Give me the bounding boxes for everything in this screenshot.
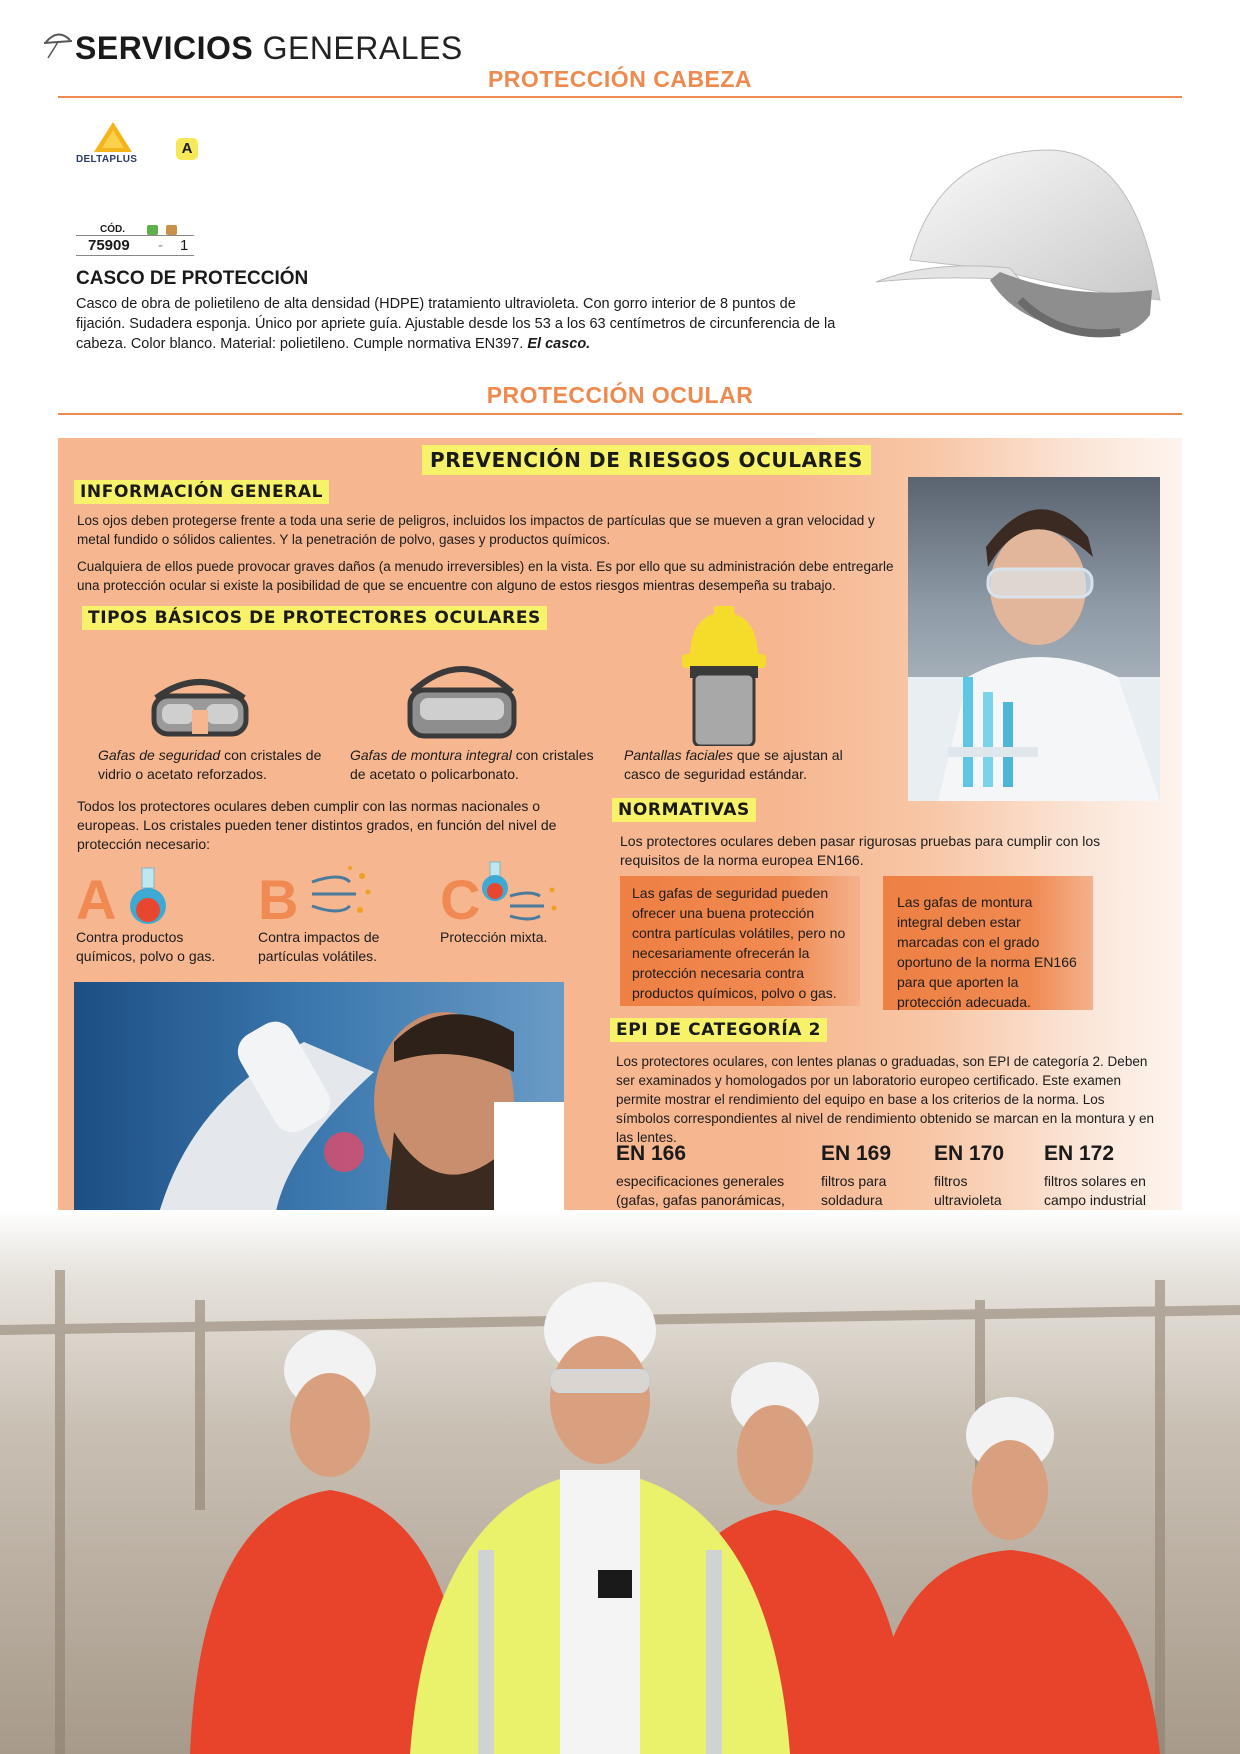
brand-title bbox=[75, 30, 463, 67]
type-3-name: Pantallas faciales bbox=[624, 747, 733, 763]
code-dash: - bbox=[158, 237, 163, 254]
brand-bold: SERVICIOS bbox=[75, 30, 254, 66]
ocular-section-title: PROTECCIÓN OCULAR bbox=[486, 382, 754, 408]
epi-text: Los protectores oculares, con lentes planas o graduadas, son EPI de categoría 2. Deben ser examinados y homologados por un laboratorio europeo certificado. Este examen permite mostrar el rendimiento del equipo en base a los criterios de la norma. Los símbolos correspondientes al nivel de rendimiento obtenido se marcan en la montura y en las lentes. bbox=[616, 1054, 1155, 1145]
standard-en170 bbox=[934, 1142, 1034, 1210]
head-section-rule bbox=[58, 96, 1182, 98]
worker-4 bbox=[870, 1397, 1160, 1754]
workers-photo bbox=[0, 1210, 1240, 1754]
standard-en170-text: filtros ultravioleta bbox=[934, 1173, 1002, 1208]
particles-wind-icon bbox=[310, 862, 374, 922]
prevention-banner: PREVENCIÓN DE RIESGOS OCULARES bbox=[422, 445, 871, 475]
worker-2 bbox=[410, 1282, 790, 1754]
ocular-section-rule bbox=[58, 413, 1182, 415]
grade-text-b: Contra impactos de partículas volátiles. bbox=[258, 929, 380, 964]
grade-text-c: Protección mixta. bbox=[440, 929, 548, 945]
type-1-name: Gafas de seguridad bbox=[98, 747, 221, 763]
brand-light: GENERALES bbox=[262, 30, 463, 66]
mixed-protection-icon bbox=[480, 860, 560, 924]
code-header: CÓD. bbox=[100, 224, 125, 235]
grade-letter-c: C bbox=[440, 868, 481, 931]
grade-letter-b: B bbox=[258, 868, 299, 931]
product-description-end: El casco. bbox=[527, 336, 591, 352]
chemical-flask-icon bbox=[126, 864, 170, 928]
helmet-logo-icon bbox=[42, 28, 74, 62]
normativas-heading: NORMATIVAS bbox=[612, 798, 756, 822]
full-frame-goggles-icon bbox=[404, 656, 520, 744]
deltaplus-logo-icon bbox=[86, 120, 140, 156]
code-qty: 1 bbox=[180, 237, 189, 254]
deltaplus-logo-text: DELTAPLUS bbox=[76, 154, 138, 165]
head-section-title: PROTECCIÓN CABEZA bbox=[487, 66, 753, 92]
type-caption-3 bbox=[624, 746, 854, 784]
standard-en172-text: filtros solares en campo industrial bbox=[1044, 1173, 1146, 1208]
microscope-photo bbox=[74, 982, 564, 1232]
type-2-text: con cristales de acetato o policarbonato. bbox=[350, 747, 594, 782]
standard-en169-text: filtros para soldadura bbox=[821, 1173, 887, 1208]
product-description-text: Casco de obra de polietileno de alta densidad (HDPE) tratamiento ultravioleta. Con gorro interior de 8 puntos de fijación. Sudadera esponja. Único por apriete guía. Ajustable desde los 53 a los 63 centímetros de circunferencia de la cabeza. Color blanco. Material: polietileno. Cumple normativa EN397. bbox=[76, 296, 836, 352]
standard-en169 bbox=[821, 1142, 921, 1210]
safety-goggles-icon bbox=[148, 672, 252, 742]
type-2-name: Gafas de montura integral bbox=[350, 747, 512, 763]
code-value: 75909 bbox=[88, 237, 130, 254]
standard-en170-code: EN 170 bbox=[934, 1142, 1005, 1165]
face-shield-icon bbox=[676, 604, 772, 746]
standard-en166-text: especificaciones generales (gafas, gafas panorámicas, bbox=[616, 1173, 785, 1208]
normativa-box-full-frame: Las gafas de montura integral deben estar marcadas con el grado oportuno de la norma EN166 para que aporten la protección adecuada. bbox=[883, 876, 1093, 1010]
standard-en172 bbox=[1044, 1142, 1174, 1210]
type-1-text: con cristales de vidrio o acetato reforzados. bbox=[98, 747, 322, 782]
category-badge: A bbox=[176, 138, 198, 160]
standard-en172-code: EN 172 bbox=[1044, 1142, 1115, 1165]
normativas-text: Los protectores oculares deben pasar rigurosas pruebas para cumplir con los requisitos de la norma europea EN166. bbox=[620, 833, 1101, 868]
type-3-text: que se ajustan al casco de seguridad estándar. bbox=[624, 747, 843, 782]
grade-text-a: Contra productos químicos, polvo o gas. bbox=[76, 929, 216, 964]
microscope-illustration bbox=[74, 982, 564, 1232]
grade-letter-a: A bbox=[76, 868, 117, 931]
package-icon bbox=[147, 225, 158, 235]
box-icon bbox=[166, 225, 177, 235]
info-paragraph-1: Los ojos deben protegerse frente a toda una serie de peligros, incluidos los impactos de partículas que se mueven a gran velocidad y metal fundido o sólidos calientes. Y la penetración de polvo, gases y productos químicos. bbox=[77, 513, 875, 547]
epi-heading: EPI DE CATEGORÍA 2 bbox=[610, 1018, 827, 1042]
scientist-illustration bbox=[908, 477, 1160, 801]
type-caption-2 bbox=[350, 746, 600, 784]
standard-en169-code: EN 169 bbox=[821, 1142, 892, 1165]
type-caption-1 bbox=[98, 746, 338, 784]
normativa-box-safety-glasses: Las gafas de seguridad pueden ofrecer una buena protección contra partículas volátiles, pero no necesariamente ofrecerán la protección necesaria contra productos químicos, polvo o gas. bbox=[620, 876, 860, 1006]
scientist-photo bbox=[908, 477, 1160, 801]
info-paragraph-2: Cualquiera de ellos puede provocar graves daños (a menudo irreversibles) en la vista. Es por ello que su administración debe entregarle una protección ocular si existe la posibilidad de que se encuentre con alguno de estos riesgos mientras desempeña su trabajo. bbox=[77, 559, 894, 593]
product-name: CASCO DE PROTECCIÓN bbox=[76, 268, 309, 289]
grades-intro: Todos los protectores oculares deben cumplir con las normas nacionales o europeas. Los cristales pueden tener distintos grados, en función del nivel de protección necesario: bbox=[77, 798, 557, 852]
product-description bbox=[76, 294, 846, 354]
standard-en166-code: EN 166 bbox=[616, 1142, 687, 1165]
info-heading: INFORMACIÓN GENERAL bbox=[74, 480, 329, 504]
white-helmet-image bbox=[870, 140, 1170, 350]
code-table bbox=[76, 224, 194, 256]
types-heading: TIPOS BÁSICOS DE PROTECTORES OCULARES bbox=[82, 606, 547, 630]
workers-illustration bbox=[0, 1210, 1240, 1754]
